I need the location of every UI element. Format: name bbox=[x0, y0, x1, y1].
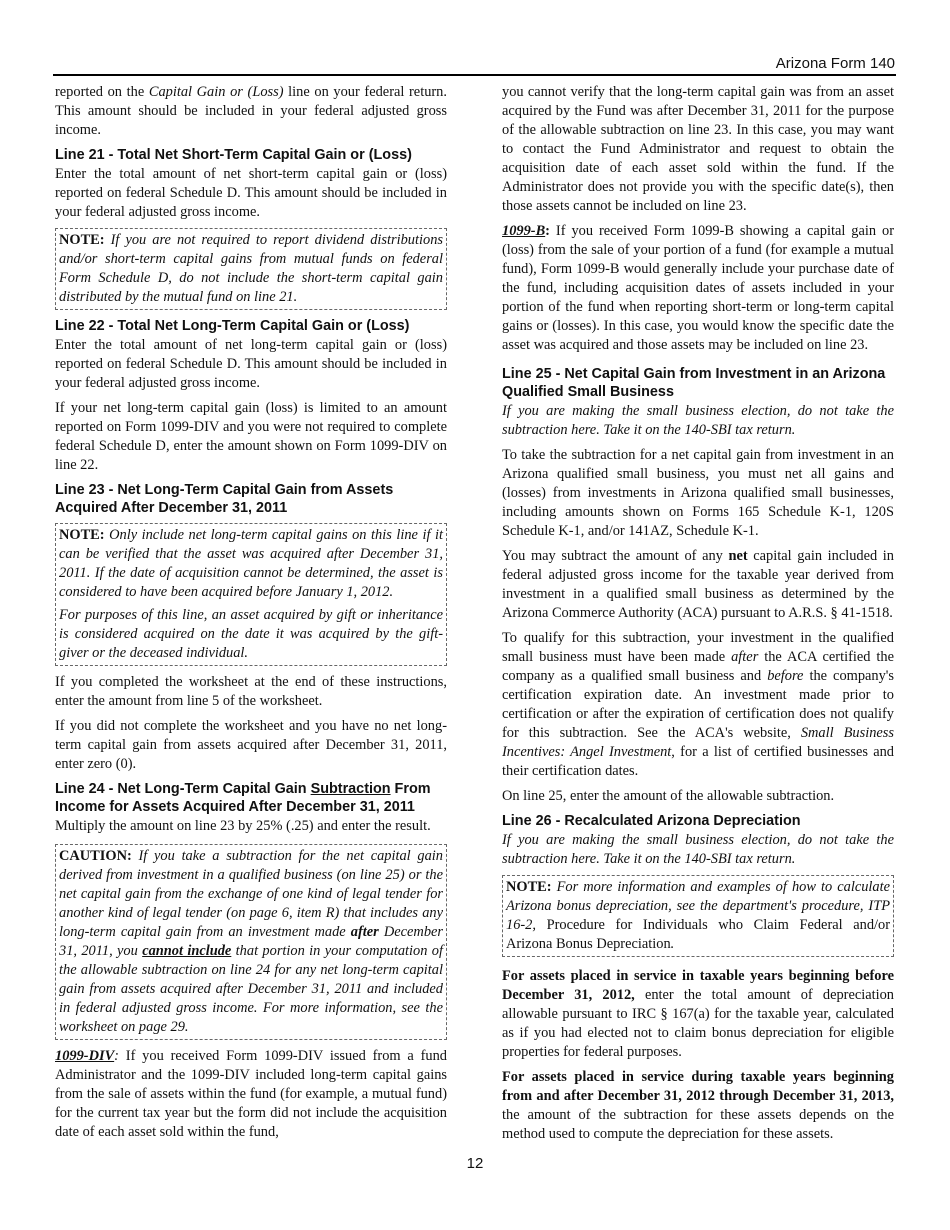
note-box-line-21 bbox=[55, 228, 447, 310]
text-run: net bbox=[728, 548, 748, 564]
line-22-paragraph-2: If your net long-term capital gain (loss) is limited to an amount reported on Form 1099-DIV and you were not required to complete federal Schedule D, enter the amount shown on Form 1099-DIV on line 22. bbox=[55, 400, 447, 473]
text-run: You may subtract the amount of any bbox=[502, 548, 729, 564]
note-label: NOTE: bbox=[59, 232, 105, 248]
text-run: Small Business Incentives: Angel Investment bbox=[502, 725, 894, 760]
form-1099-b-paragraph bbox=[502, 222, 894, 355]
continued-paragraph: you cannot verify that the long-term capital gain was from an asset acquired by the Fund was after December 31, 2011 for the purpose of the allowable subtraction on line 23. In this case, you may want to contact the Fund Administrator and request to obtain the acquisition date of each asset sold within the fund. If the Administrator does not provide you with the specific date(s), then those assets cannot be included on line 23. bbox=[502, 84, 894, 214]
heading-line-25: Line 25 - Net Capital Gain from Investment in an Arizona Qualified Small Business bbox=[502, 366, 886, 400]
line-26-italic-note: If you are making the small business election, do not take the subtraction here. Take it on the 140-SBI tax return. bbox=[502, 832, 894, 867]
text-run: 1099-B bbox=[502, 223, 546, 239]
note-text: If you are not required to report dividend distributions and/or short-term capital gains from mutual funds on federal Form Schedule D, do not include the short-term capital gain distributed by the mutual fund on line 21. bbox=[59, 232, 443, 305]
heading-line-24 bbox=[55, 780, 447, 816]
caution-label: CAUTION: bbox=[59, 848, 132, 864]
note-text-2: For purposes of this line, an asset acquired by gift or inheritance is considered acquired on the date it was acquired by the gift-giver or the deceased individual. bbox=[59, 607, 443, 661]
text-run: after bbox=[731, 649, 759, 665]
line-25-paragraph-2 bbox=[502, 547, 894, 623]
text-run: To qualify for this subtraction, your investment in the qualified small business must have been made bbox=[502, 630, 894, 665]
text-run: If you take a subtraction for the net capital gain derived from investment in a qualified business (on line 25) or the net capital gain from the exchange of one kind of legal tender for another kind of legal tender (on page 6, item R) that includes any long-term capital gain from an investment made bbox=[59, 848, 443, 940]
left-column bbox=[55, 83, 447, 1148]
line-25-paragraph-4: On line 25, enter the amount of the allowable subtraction. bbox=[502, 788, 835, 804]
text-run: enter the total amount of depreciation allowable pursuant to IRC § 167(a) for the taxable year, calculated as if you had elected not to claim bonus depreciation for eligible properties for federal purposes. bbox=[502, 987, 894, 1060]
depreciation-paragraph-1 bbox=[502, 967, 894, 1062]
form-title: Arizona Form 140 bbox=[775, 55, 895, 72]
text-run: reported on the bbox=[55, 84, 149, 100]
note-label: NOTE: bbox=[506, 879, 552, 895]
text-run: , for a list of certified businesses and their certification dates. bbox=[502, 744, 894, 779]
text-run: December 31, 2011, you bbox=[59, 924, 443, 959]
text-run: the ACA certified the company as a qualified small business and bbox=[502, 649, 894, 684]
line-23-paragraph: If you completed the worksheet at the end of these instructions, enter the amount from line 5 of the worksheet. bbox=[55, 674, 447, 709]
note-box-line-26 bbox=[502, 875, 894, 957]
heading-line-21: Line 21 - Total Net Short-Term Capital Gain or (Loss) bbox=[55, 147, 412, 163]
heading-line-26: Line 26 - Recalculated Arizona Depreciation bbox=[502, 813, 801, 829]
text-run: capital gain included in federal adjusted gross income for the taxable year derived from investment in a qualified small business as determined by the Arizona Commerce Authority (ACA) pursuant to A.R.S. § 41-1518. bbox=[502, 548, 894, 621]
depreciation-paragraph-2 bbox=[502, 1068, 894, 1144]
right-column bbox=[502, 83, 894, 1150]
note-label: NOTE: bbox=[59, 527, 105, 543]
line-22-paragraph: Enter the total amount of net long-term capital gain or (loss) reported on federal Schedule D. This amount should be included in your federal adjusted gross income. bbox=[55, 337, 447, 391]
text-run: . bbox=[670, 936, 675, 952]
text-run: Capital Gain or (Loss) bbox=[148, 84, 284, 100]
text-run: If you received Form 1099-B showing a capital gain or (loss) from the sale of your portion of a fund (for example a mutual fund), Form 1099-B would generally include your purchase date of the fund, including acquisition dates of assets included in your portion of the fund when reporting short-term or long-term capital gains or (losses). In this case, you would know the specific date the asset was acquired and those assets may be included on line 23. bbox=[502, 223, 894, 353]
text-run: after bbox=[350, 924, 379, 940]
line-25-italic-note: If you are making the small business election, do not take the subtraction here. Take it on the 140-SBI tax return. bbox=[502, 403, 894, 438]
note-box-line-23 bbox=[55, 523, 447, 666]
text-run: If you received Form 1099-DIV issued from a fund Administrator and the 1099-DIV included long-term capital gains from the sale of assets within the fund (for example, a mutual fund) for the current tax year but the form did not include the acquisition date of each asset sold within the fund, bbox=[55, 1048, 447, 1140]
note-text: Only include net long-term capital gains on this line if it can be verified that the asset was acquired after December 31, 2011. If the date of acquisition cannot be determined, the asset is considered to have been acquired before January 1, 2012. bbox=[59, 527, 443, 600]
heading-line-23: Line 23 - Net Long-Term Capital Gain from Assets Acquired After December 31, 2011 bbox=[55, 482, 394, 516]
text-run: For more information and examples of how to calculate Arizona bonus depreciation, see the department's procedure, ITP 16-2, bbox=[506, 879, 890, 933]
text-run: : bbox=[114, 1048, 119, 1064]
text-run: before bbox=[767, 668, 804, 684]
text-run: For assets placed in service in taxable years beginning before December 31, 2012, bbox=[502, 968, 894, 1003]
line-25-paragraph: To take the subtraction for a net capital gain from investment in an Arizona qualified small business, you must net all gains and (losses) from investments in Arizona qualified small businesses, including amounts shown on Forms 165 Schedule K-1, 120S Schedule K-1, and/or 141AZ, Schedule K-1. bbox=[502, 447, 894, 539]
form-1099-div-paragraph bbox=[55, 1047, 447, 1142]
line-25-paragraph-3 bbox=[502, 629, 894, 781]
text-run: For assets placed in service during taxable years beginning from and after December 31, 2012 through December 31, 2013, bbox=[502, 1069, 894, 1104]
text-run: From Income for Assets Acquired After December 31, 2011 bbox=[55, 781, 431, 815]
line-21-paragraph: Enter the total amount of net short-term capital gain or (loss) reported on federal Schedule D. This amount should be included in your federal adjusted gross income. bbox=[55, 166, 447, 220]
text-run: Procedure for Individuals who Claim Federal and/or Arizona Bonus Depreciation bbox=[506, 917, 890, 952]
header-rule bbox=[53, 74, 896, 76]
page-number: 12 bbox=[466, 1155, 484, 1172]
line-24-paragraph: Multiply the amount on line 23 by 25% (.25) and enter the result. bbox=[55, 818, 431, 834]
text-run: 1099-DIV bbox=[55, 1048, 115, 1064]
text-run: : bbox=[545, 223, 550, 239]
text-run: Subtraction bbox=[310, 781, 391, 797]
line-23-paragraph-2: If you did not complete the worksheet and you have no net long-term capital gain from assets acquired after December 31, 2011, enter zero (0). bbox=[55, 718, 447, 772]
text-run: the amount of the subtraction for these assets depends on the method used to compute the depreciation for these assets. bbox=[502, 1107, 894, 1142]
caution-box bbox=[55, 844, 447, 1040]
intro-paragraph bbox=[55, 83, 447, 140]
text-run: that portion in your computation of the allowable subtraction on line 24 for any net long-term capital gain from assets acquired after December 31, 2011 and included in federal adjusted gross income. For more information, see the worksheet on page 29. bbox=[59, 943, 443, 1035]
text-run: line on your federal return. This amount should be included in your federal adjusted gross income. bbox=[55, 84, 447, 138]
text-run: the company's certification expiration date. An investment made prior to certification or after the expiration of certification does not qualify for this subtraction. See the ACA's website, bbox=[502, 668, 894, 741]
text-run: cannot include bbox=[142, 943, 232, 959]
heading-line-22: Line 22 - Total Net Long-Term Capital Gain or (Loss) bbox=[55, 318, 410, 334]
text-run: Line 24 - Net Long-Term Capital Gain bbox=[55, 781, 311, 797]
